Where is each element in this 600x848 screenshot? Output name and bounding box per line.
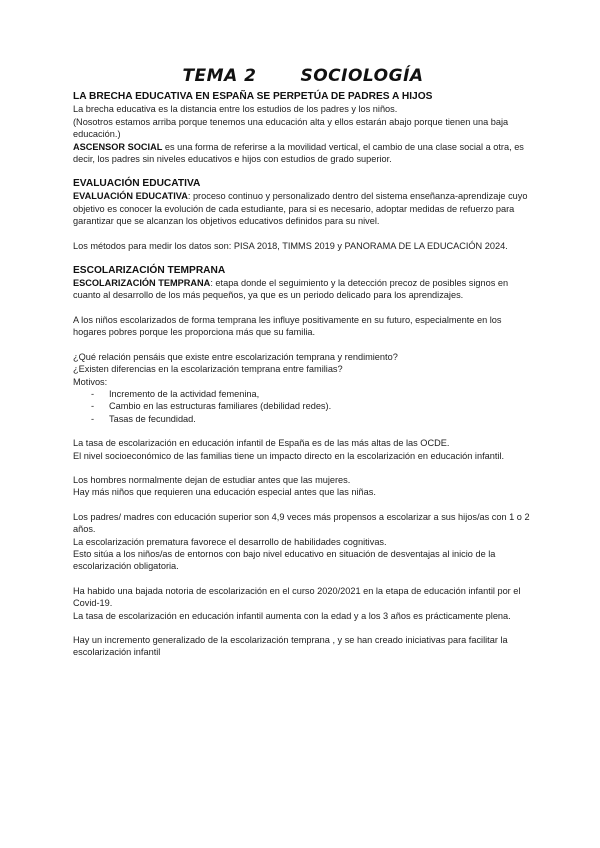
list-item: - Incremento de la actividad femenina, (73, 388, 533, 400)
paragraph-ascensor-social (73, 141, 533, 166)
paragraph: La tasa de escolarización en educación infantil de España es de las más altas de las OCDE. (73, 438, 450, 449)
title-topic-number: TEMA 2 (182, 66, 257, 86)
definition-text: : proceso continuo y personalizado dentro del sistema enseñanza-aprendizaje cuyo objetivo es conocer la evolución de cada estudiante, para si es necesario, adoptar medidas de refuerzo para garantizar que se alcanzan los objetivos educativos definidos para su nivel. (73, 191, 528, 227)
definition-text: es una forma de referirse a la movilidad vertical, el cambio de una clase social a otra, es decir, los padres sin niveles educativos e hijos con estudios de grado superior. (73, 141, 524, 165)
paragraph: Los hombres normalmente dejan de estudiar antes que las mujeres. (73, 474, 351, 485)
question: ¿Existen diferencias en la escolarización temprana entre familias? (73, 364, 343, 375)
title-subject: SOCIOLOGÍA (300, 66, 424, 86)
paragraph: La tasa de escolarización en educación infantil aumenta con la edad y a los 3 años es prácticamente plena. (73, 610, 511, 621)
section-heading-escolarizacion: ESCOLARIZACIÓN TEMPRANA (73, 265, 226, 277)
paragraph: El nivel socioeconómico de las familias tiene un impacto directo en la escolarización en educación infantil. (73, 450, 505, 461)
page-title (73, 66, 533, 86)
motivos-list (73, 388, 533, 425)
question: ¿Qué relación pensáis que existe entre escolarización temprana y rendimiento? (73, 351, 398, 362)
paragraph: (Nosotros estamos arriba porque tenemos una educación alta y ellos estarán abajo porque tienen una baja educación.) (73, 116, 509, 140)
paragraph: La escolarización prematura favorece el desarrollo de habilidades cognitivas. (73, 536, 387, 547)
term-evaluacion-educativa: EVALUACIÓN EDUCATIVA (73, 191, 188, 202)
paragraph: Esto sitúa a los niños/as de entornos con bajo nivel educativo en situación de desventajas al inicio de la escolarización obligatoria. (73, 548, 496, 572)
paragraph: A los niños escolarizados de forma temprana les influye positivamente en su futuro, especialmente en los hogares pobres porque les proporciona más que su familia. (73, 314, 502, 338)
list-item: - Cambio en las estructuras familiares (debilidad redes). (73, 400, 533, 412)
section-heading-brecha: LA BRECHA EDUCATIVA EN ESPAÑA SE PERPETÚA DE PADRES A HIJOS (73, 91, 433, 103)
motivos-label: Motivos: (73, 376, 108, 387)
paragraph: La brecha educativa es la distancia entre los estudios de los padres y los niños. (73, 104, 398, 115)
list-item: - Tasas de fecundidad. (73, 413, 533, 425)
paragraph-escolarizacion (73, 277, 533, 302)
document-page (73, 66, 533, 659)
paragraph: Hay más niños que requieren una educación especial antes que las niñas. (73, 487, 376, 498)
term-ascensor-social: ASCENSOR SOCIAL (73, 141, 163, 152)
paragraph: Los padres/ madres con educación superior son 4,9 veces más propensos a escolarizar a sus hijos/as con 1 o 2 años. (73, 511, 530, 535)
paragraph: Hay un incremento generalizado de la escolarización temprana , y se han creado iniciativas para facilitar la escolarización infantil (73, 635, 508, 658)
section-heading-evaluacion: EVALUACIÓN EDUCATIVA (73, 178, 201, 190)
paragraph: Los métodos para medir los datos son: PISA 2018, TIMMS 2019 y PANORAMA DE LA EDUCACIÓN 2024. (73, 240, 508, 251)
paragraph: Ha habido una bajada notoria de escolarización en el curso 2020/2021 en la etapa de educación infantil por el Covid-19. (73, 585, 521, 609)
definition-text: : etapa donde el seguimiento y la detección precoz de posibles signos en cuanto al desarrollo de los más pequeños, ya que es un periodo delicado para los aprendizajes. (73, 278, 509, 301)
term-escolarizacion-temprana: ESCOLARIZACIÓN TEMPRANA (73, 278, 211, 289)
paragraph-evaluacion (73, 190, 533, 227)
